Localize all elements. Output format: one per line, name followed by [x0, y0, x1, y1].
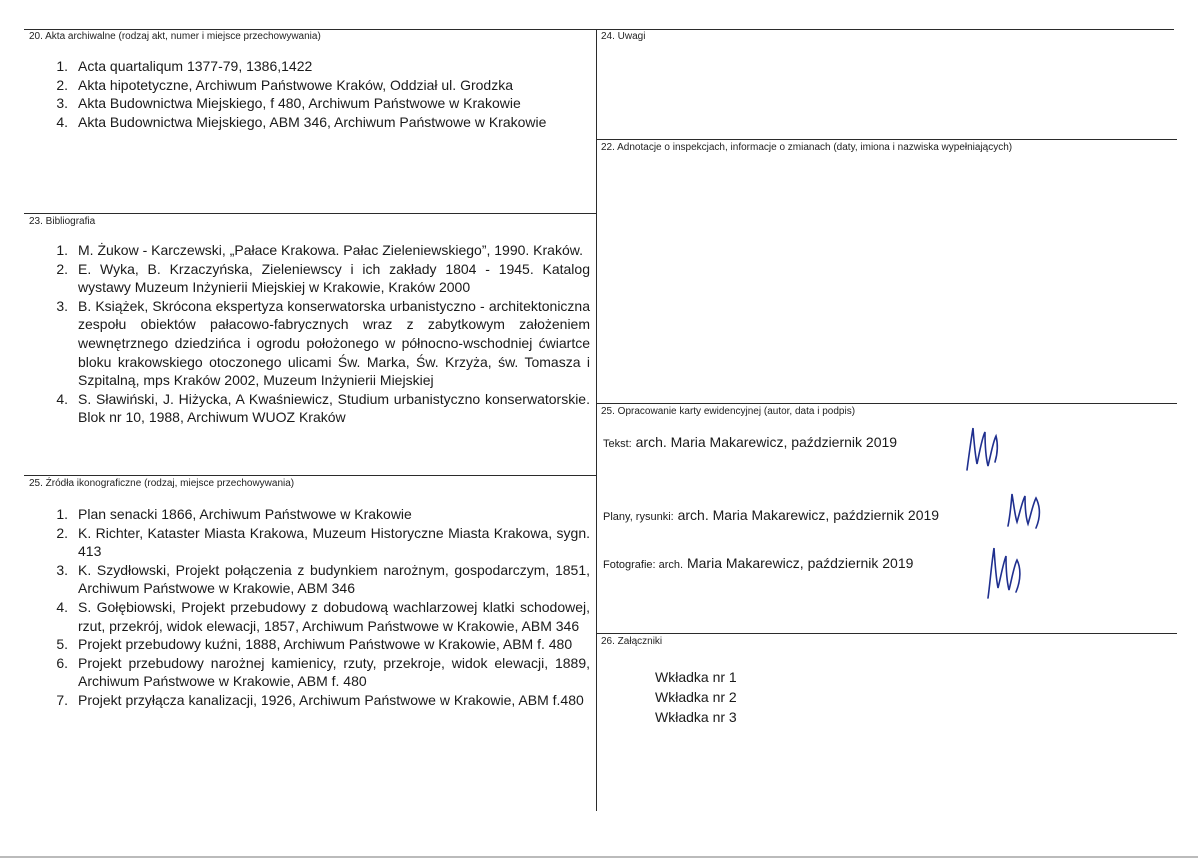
list-item: 3. B. Książek, Skrócona ekspertyza konserwatorska urbanistyczno - architektoniczna zespołu obiektów pałacowo-fabrycznych wraz z zabytkowym założeniem wewnętrznego dziedzińca i ogrodu położonego w północno-wschodniej ćwiartce bloku krakowskiego otoczonego ulicami Św. Marka, Św. Krzyża, św. Tomasza i Szpitalną, mps Kraków 2002, Muzeum Inżynierii Miejskiej: [56, 297, 590, 389]
bibliography-list: [48, 241, 590, 427]
rule-right-26: [597, 633, 1177, 634]
list-item: 2. E. Wyka, B. Krzaczyńska, Zieleniewscy i ich zakłady 1804 - 1945. Katalog wystawy Muzeum Inżynierii Miejskiej w Krakowie, Kraków 2000: [56, 260, 590, 296]
column-divider: [596, 29, 597, 811]
signature-1: [955, 420, 1010, 475]
rule-left-23: [24, 213, 596, 214]
attachment-item: Wkładka nr 3: [655, 709, 737, 725]
list-item: 4. Akta Budownictwa Miejskiego, ABM 346, Archiwum Państwowe w Krakowie: [56, 113, 547, 130]
section-22-label: 22. Adnotacje o inspekcjach, informacje o zmianach (daty, imiona i nazwiska wypełniających): [601, 142, 1013, 153]
attachment-item: Wkładka nr 2: [655, 689, 737, 705]
signature-3: [978, 542, 1033, 602]
list-item: 7. Projekt przyłącza kanalizacji, 1926, Archiwum Państwowe w Krakowie, ABM f.480: [56, 691, 584, 708]
list-item: 2. K. Richter, Kataster Miasta Krakowa, Muzeum Historyczne Miasta Krakowa, sygn. 413: [56, 524, 590, 560]
list-item: 1. Plan senacki 1866, Archiwum Państwowe w Krakowie: [56, 506, 412, 522]
rule-left-25: [24, 475, 596, 476]
list-item: 4. S. Gołębiowski, Projekt przebudowy z dobudową wachlarzowej klatki schodowej, rzut, przekrój, widok elewacji, 1857, Archiwum Państwowe w Krakowie, ABM 346: [56, 598, 590, 634]
section-25-author-label: 25. Opracowanie karty ewidencyjnej (autor, data i podpis): [601, 406, 856, 417]
list-item: 1. Acta quartaliqum 1377-79, 1386,1422: [56, 58, 313, 74]
list-item: 4. S. Sławiński, J. Hiżycka, A Kwaśniewicz, Studium urbanistyczno konserwatorskie. Blok nr 10, 1988, Archiwum WUOZ Kraków: [56, 390, 590, 426]
section-20-label: 20. Akta archiwalne (rodzaj akt, numer i miejsce przechowywania): [29, 31, 321, 42]
section-24-label: 24. Uwagi: [601, 31, 646, 42]
attachments-list: [655, 667, 737, 727]
attachment-item: Wkładka nr 1: [655, 669, 737, 685]
signature-2: [1000, 488, 1055, 538]
list-item: 2. Akta hipotetyczne, Archiwum Państwowe Kraków, Oddział ul. Grodzka: [56, 76, 513, 93]
rule-right-22: [597, 139, 1177, 140]
list-item: 6. Projekt przebudowy narożnej kamienicy, rzuty, przekroje, widok elewacji, 1889, Archiwum Państwowe w Krakowie, ABM f. 480: [56, 654, 590, 690]
list-item: 3. Akta Budownictwa Miejskiego, f 480, Archiwum Państwowe w Krakowie: [56, 95, 521, 112]
list-item: 5. Projekt przebudowy kuźni, 1888, Archiwum Państwowe w Krakowie, ABM f. 480: [56, 636, 573, 653]
section-26-label: 26. Załączniki: [601, 636, 663, 647]
author-entry-text: Tekst: arch. Maria Makarewicz, październik 2019: [603, 434, 898, 450]
section-25-sources-label: 25. Źródła ikonograficzne (rodzaj, miejsce przechowywania): [29, 478, 295, 489]
author-entry-photos: Fotografie: arch. Maria Makarewicz, październik 2019: [603, 555, 914, 571]
list-item: 3. K. Szydłowski, Projekt połączenia z budynkiem narożnym, gospodarczym, 1851, Archiwum Państwowe w Krakowie, ABM 346: [56, 561, 590, 597]
section-23-label: 23. Bibliografia: [29, 216, 96, 227]
bottom-edge: [0, 856, 1198, 858]
iconographic-sources-list: [48, 505, 590, 710]
top-rule: [24, 29, 1174, 30]
list-item: 1. M. Żukow - Karczewski, „Pałace Krakowa. Pałac Zieleniewskiego”, 1990. Kraków.: [56, 242, 583, 258]
author-entry-drawings: Plany, rysunki: arch. Maria Makarewicz, październik 2019: [603, 507, 940, 523]
rule-right-25: [597, 403, 1177, 404]
archival-records-list: [48, 57, 590, 131]
